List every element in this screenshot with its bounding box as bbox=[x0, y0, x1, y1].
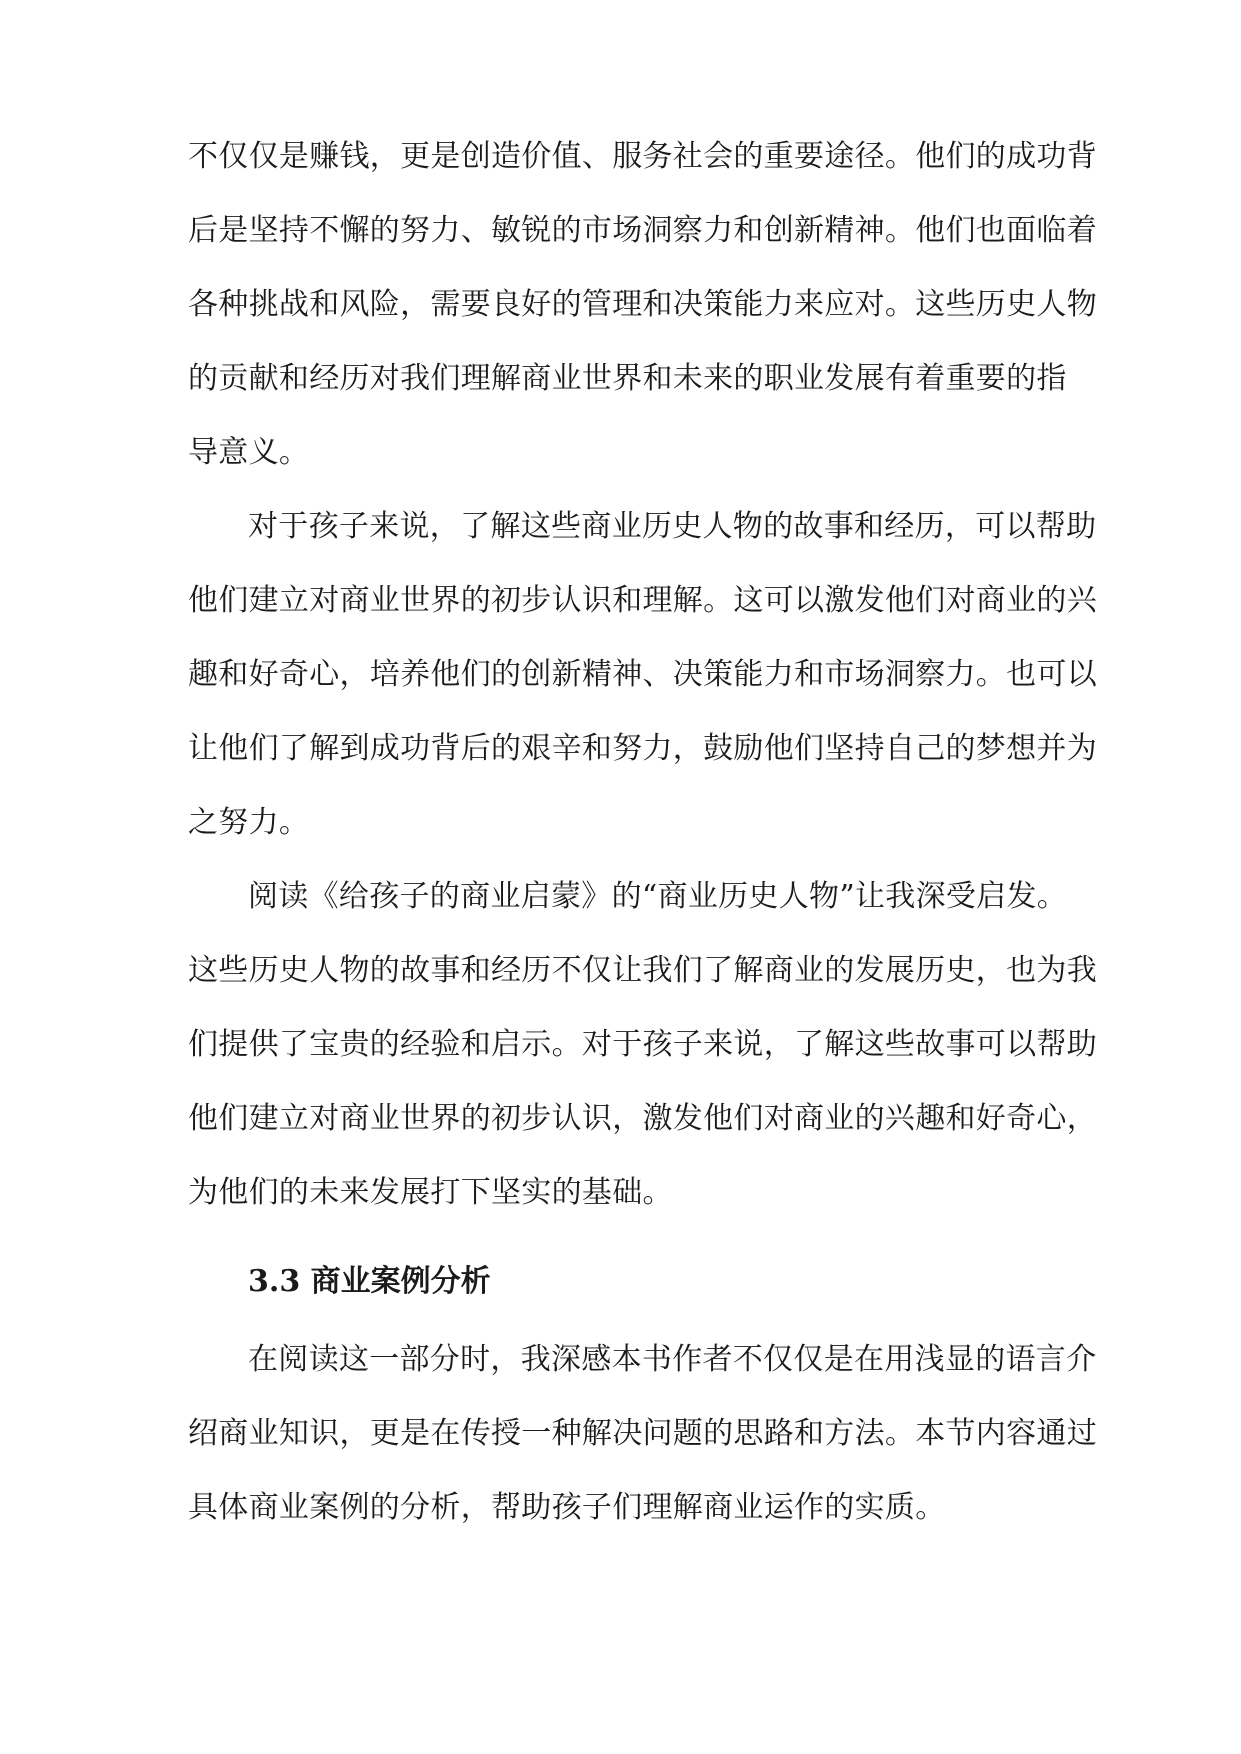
paragraph-4-line-1: 在阅读这一部分时，我深感本书作者不仅仅是在用浅显的语言介 bbox=[248, 1342, 1097, 1377]
paragraph-4-line-3: 具体商业案例的分析，帮助孩子们理解商业运作的实质。 bbox=[188, 1490, 946, 1525]
section-heading: 3.3 商业案例分析 bbox=[248, 1264, 491, 1299]
paragraph-1-line-3: 各种挑战和风险，需要良好的管理和决策能力来应对。这些历史人物 bbox=[188, 287, 1097, 322]
paragraph-1-line-1: 不仅仅是赚钱，更是创造价值、服务社会的重要途径。他们的成功背 bbox=[188, 139, 1097, 174]
paragraph-3-line-4: 他们建立对商业世界的初步认识，激发他们对商业的兴趣和好奇心， bbox=[188, 1101, 1097, 1136]
paragraph-2-line-2: 他们建立对商业世界的初步认识和理解。这可以激发他们对商业的兴 bbox=[188, 583, 1097, 618]
paragraph-1-line-4: 的贡献和经历对我们理解商业世界和未来的职业发展有着重要的指 bbox=[188, 361, 1067, 396]
paragraph-4-line-2: 绍商业知识，更是在传授一种解决问题的思路和方法。本节内容通过 bbox=[188, 1416, 1097, 1451]
paragraph-1-line-2: 后是坚持不懈的努力、敏锐的市场洞察力和创新精神。他们也面临着 bbox=[188, 213, 1097, 248]
paragraph-3-line-3: 们提供了宝贵的经验和启示。对于孩子来说，了解这些故事可以帮助 bbox=[188, 1027, 1097, 1062]
paragraph-3-line-2: 这些历史人物的故事和经历不仅让我们了解商业的发展历史，也为我 bbox=[188, 953, 1097, 988]
paragraph-3-line-1: 阅读《给孩子的商业启蒙》的“商业历史人物”让我深受启发。 bbox=[248, 879, 1068, 914]
paragraph-2-line-4: 让他们了解到成功背后的艰辛和努力，鼓励他们坚持自己的梦想并为 bbox=[188, 731, 1097, 766]
paragraph-1-line-5: 导意义。 bbox=[188, 435, 310, 470]
paragraph-2-line-5: 之努力。 bbox=[188, 805, 310, 840]
paragraph-2-line-3: 趣和好奇心，培养他们的创新精神、决策能力和市场洞察力。也可以 bbox=[188, 657, 1097, 692]
paragraph-3-line-5: 为他们的未来发展打下坚实的基础。 bbox=[188, 1175, 673, 1210]
paragraph-2-line-1: 对于孩子来说，了解这些商业历史人物的故事和经历，可以帮助 bbox=[248, 509, 1097, 544]
